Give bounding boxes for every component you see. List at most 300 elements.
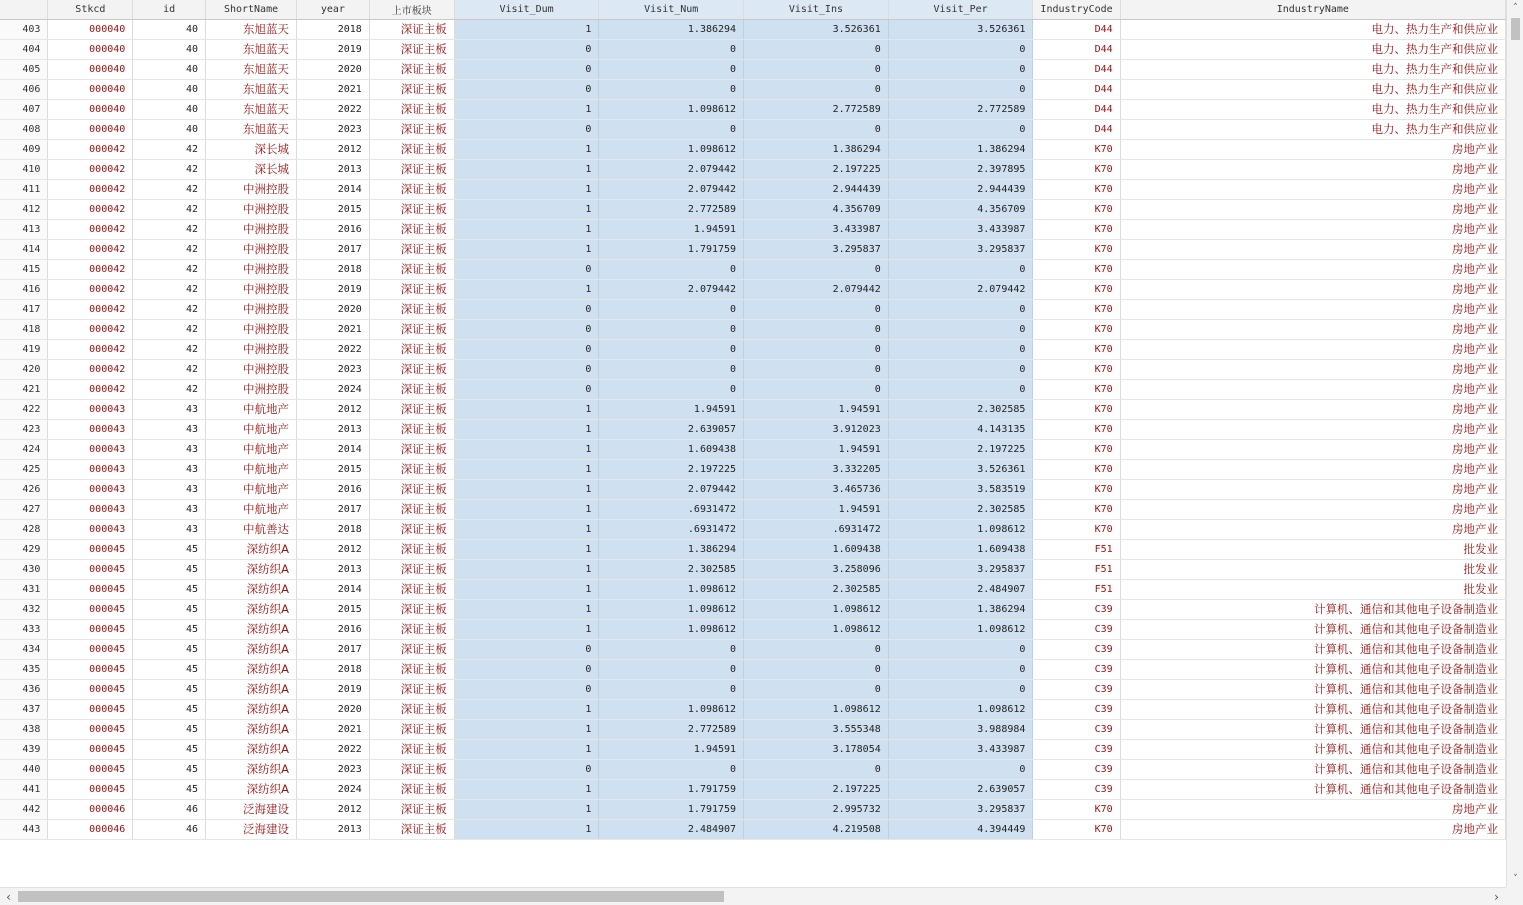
- cell-id[interactable]: 42: [133, 139, 206, 159]
- cell-listing-board[interactable]: 深证主板: [369, 719, 454, 739]
- table-row[interactable]: [0, 799, 1506, 819]
- cell-industry-code[interactable]: K70: [1033, 419, 1120, 439]
- cell-year[interactable]: 2021: [296, 719, 369, 739]
- cell-visit-num[interactable]: 2.079442: [599, 279, 744, 299]
- cell-shortname[interactable]: 深纺织A: [206, 699, 297, 719]
- cell-stkcd[interactable]: 000046: [48, 819, 133, 839]
- cell-year[interactable]: 2022: [296, 739, 369, 759]
- cell-industry-name[interactable]: 电力、热力生产和供应业: [1120, 79, 1505, 99]
- cell-visit-per[interactable]: 2.302585: [888, 499, 1033, 519]
- cell-stkcd[interactable]: 000042: [48, 359, 133, 379]
- cell-year[interactable]: 2023: [296, 359, 369, 379]
- cell-visit-per[interactable]: 2.639057: [888, 779, 1033, 799]
- cell-year[interactable]: 2018: [296, 19, 369, 39]
- cell-listing-board[interactable]: 深证主板: [369, 639, 454, 659]
- cell-visit-per[interactable]: 1.386294: [888, 599, 1033, 619]
- cell-industry-name[interactable]: 计算机、通信和其他电子设备制造业: [1120, 739, 1505, 759]
- cell-visit-num[interactable]: 1.386294: [599, 19, 744, 39]
- cell-visit-num[interactable]: 1.098612: [599, 579, 744, 599]
- cell-stkcd[interactable]: 000042: [48, 279, 133, 299]
- cell-listing-board[interactable]: 深证主板: [369, 199, 454, 219]
- cell-industry-name[interactable]: 电力、热力生产和供应业: [1120, 39, 1505, 59]
- cell-visit-per[interactable]: 1.098612: [888, 519, 1033, 539]
- cell-industry-name[interactable]: 房地产业: [1120, 219, 1505, 239]
- table-row[interactable]: [0, 639, 1506, 659]
- cell-visit-per[interactable]: 3.988984: [888, 719, 1033, 739]
- cell-row-number[interactable]: 420: [0, 359, 48, 379]
- cell-shortname[interactable]: 东旭蓝天: [206, 39, 297, 59]
- cell-visit-dum[interactable]: 1: [454, 139, 599, 159]
- cell-stkcd[interactable]: 000045: [48, 539, 133, 559]
- cell-year[interactable]: 2023: [296, 759, 369, 779]
- cell-industry-code[interactable]: C39: [1033, 739, 1120, 759]
- cell-visit-per[interactable]: 3.583519: [888, 479, 1033, 499]
- cell-id[interactable]: 40: [133, 59, 206, 79]
- cell-visit-dum[interactable]: 1: [454, 19, 599, 39]
- cell-visit-per[interactable]: 2.484907: [888, 579, 1033, 599]
- cell-visit-ins[interactable]: 0: [744, 379, 889, 399]
- cell-industry-name[interactable]: 批发业: [1120, 539, 1505, 559]
- cell-visit-num[interactable]: 1.791759: [599, 799, 744, 819]
- cell-visit-num[interactable]: 0: [599, 319, 744, 339]
- cell-year[interactable]: 2014: [296, 579, 369, 599]
- cell-visit-dum[interactable]: 0: [454, 299, 599, 319]
- cell-visit-dum[interactable]: 1: [454, 779, 599, 799]
- cell-id[interactable]: 45: [133, 699, 206, 719]
- cell-row-number[interactable]: 417: [0, 299, 48, 319]
- cell-visit-num[interactable]: 2.639057: [599, 419, 744, 439]
- cell-stkcd[interactable]: 000040: [48, 19, 133, 39]
- cell-visit-dum[interactable]: 1: [454, 719, 599, 739]
- cell-listing-board[interactable]: 深证主板: [369, 19, 454, 39]
- cell-industry-name[interactable]: 电力、热力生产和供应业: [1120, 99, 1505, 119]
- cell-listing-board[interactable]: 深证主板: [369, 119, 454, 139]
- cell-visit-per[interactable]: 4.356709: [888, 199, 1033, 219]
- cell-visit-ins[interactable]: 4.219508: [744, 819, 889, 839]
- table-row[interactable]: [0, 719, 1506, 739]
- horizontal-scroll-thumb[interactable]: [18, 891, 724, 902]
- cell-stkcd[interactable]: 000042: [48, 139, 133, 159]
- table-row[interactable]: [0, 419, 1506, 439]
- cell-visit-dum[interactable]: 0: [454, 339, 599, 359]
- cell-visit-dum[interactable]: 1: [454, 799, 599, 819]
- cell-industry-code[interactable]: D44: [1033, 99, 1120, 119]
- cell-industry-name[interactable]: 房地产业: [1120, 199, 1505, 219]
- table-row[interactable]: [0, 359, 1506, 379]
- cell-year[interactable]: 2018: [296, 659, 369, 679]
- cell-row-number[interactable]: 429: [0, 539, 48, 559]
- table-row[interactable]: [0, 139, 1506, 159]
- cell-industry-code[interactable]: C39: [1033, 719, 1120, 739]
- cell-shortname[interactable]: 中航地产: [206, 499, 297, 519]
- cell-industry-code[interactable]: D44: [1033, 39, 1120, 59]
- cell-row-number[interactable]: 408: [0, 119, 48, 139]
- cell-visit-ins[interactable]: 0: [744, 639, 889, 659]
- cell-visit-ins[interactable]: 1.94591: [744, 399, 889, 419]
- cell-shortname[interactable]: 中洲控股: [206, 259, 297, 279]
- cell-id[interactable]: 42: [133, 379, 206, 399]
- cell-visit-per[interactable]: 3.526361: [888, 459, 1033, 479]
- cell-industry-code[interactable]: K70: [1033, 459, 1120, 479]
- cell-industry-code[interactable]: C39: [1033, 619, 1120, 639]
- cell-visit-num[interactable]: 1.609438: [599, 439, 744, 459]
- cell-visit-dum[interactable]: 0: [454, 319, 599, 339]
- cell-industry-code[interactable]: K70: [1033, 799, 1120, 819]
- cell-visit-num[interactable]: 2.079442: [599, 179, 744, 199]
- cell-year[interactable]: 2016: [296, 479, 369, 499]
- cell-year[interactable]: 2016: [296, 219, 369, 239]
- cell-industry-name[interactable]: 房地产业: [1120, 499, 1505, 519]
- cell-visit-num[interactable]: 2.197225: [599, 459, 744, 479]
- table-row[interactable]: [0, 779, 1506, 799]
- cell-row-number[interactable]: 430: [0, 559, 48, 579]
- cell-visit-per[interactable]: 1.609438: [888, 539, 1033, 559]
- table-row[interactable]: [0, 239, 1506, 259]
- cell-id[interactable]: 42: [133, 319, 206, 339]
- table-row[interactable]: [0, 59, 1506, 79]
- cell-visit-ins[interactable]: 2.995732: [744, 799, 889, 819]
- cell-shortname[interactable]: 中航地产: [206, 419, 297, 439]
- cell-visit-ins[interactable]: 1.94591: [744, 439, 889, 459]
- cell-shortname[interactable]: 东旭蓝天: [206, 19, 297, 39]
- cell-industry-name[interactable]: 房地产业: [1120, 159, 1505, 179]
- cell-year[interactable]: 2022: [296, 99, 369, 119]
- cell-shortname[interactable]: 深纺织A: [206, 579, 297, 599]
- cell-id[interactable]: 43: [133, 459, 206, 479]
- cell-id[interactable]: 43: [133, 479, 206, 499]
- cell-stkcd[interactable]: 000040: [48, 79, 133, 99]
- column-header-row-number[interactable]: [0, 0, 48, 19]
- cell-row-number[interactable]: 423: [0, 419, 48, 439]
- cell-visit-ins[interactable]: 0: [744, 59, 889, 79]
- cell-id[interactable]: 42: [133, 299, 206, 319]
- cell-id[interactable]: 45: [133, 779, 206, 799]
- cell-visit-num[interactable]: 1.098612: [599, 699, 744, 719]
- cell-shortname[interactable]: 中洲控股: [206, 199, 297, 219]
- cell-year[interactable]: 2013: [296, 819, 369, 839]
- cell-stkcd[interactable]: 000042: [48, 339, 133, 359]
- cell-visit-ins[interactable]: 0: [744, 319, 889, 339]
- cell-industry-code[interactable]: K70: [1033, 259, 1120, 279]
- cell-year[interactable]: 2015: [296, 599, 369, 619]
- table-row[interactable]: [0, 219, 1506, 239]
- cell-stkcd[interactable]: 000043: [48, 459, 133, 479]
- cell-id[interactable]: 42: [133, 279, 206, 299]
- cell-visit-ins[interactable]: 0: [744, 119, 889, 139]
- cell-stkcd[interactable]: 000045: [48, 699, 133, 719]
- cell-industry-code[interactable]: K70: [1033, 319, 1120, 339]
- cell-id[interactable]: 40: [133, 99, 206, 119]
- cell-id[interactable]: 45: [133, 639, 206, 659]
- cell-industry-code[interactable]: K70: [1033, 279, 1120, 299]
- cell-visit-dum[interactable]: 1: [454, 559, 599, 579]
- column-header-year[interactable]: year: [296, 0, 369, 19]
- table-row[interactable]: [0, 539, 1506, 559]
- cell-row-number[interactable]: 434: [0, 639, 48, 659]
- cell-shortname[interactable]: 中洲控股: [206, 339, 297, 359]
- cell-row-number[interactable]: 424: [0, 439, 48, 459]
- table-row[interactable]: [0, 439, 1506, 459]
- cell-year[interactable]: 2019: [296, 679, 369, 699]
- cell-visit-ins[interactable]: 3.912023: [744, 419, 889, 439]
- cell-visit-num[interactable]: 1.098612: [599, 99, 744, 119]
- cell-year[interactable]: 2021: [296, 79, 369, 99]
- cell-visit-num[interactable]: 1.098612: [599, 619, 744, 639]
- cell-listing-board[interactable]: 深证主板: [369, 759, 454, 779]
- cell-id[interactable]: 43: [133, 519, 206, 539]
- cell-industry-name[interactable]: 计算机、通信和其他电子设备制造业: [1120, 759, 1505, 779]
- cell-year[interactable]: 2019: [296, 279, 369, 299]
- cell-visit-per[interactable]: 0: [888, 659, 1033, 679]
- cell-listing-board[interactable]: 深证主板: [369, 659, 454, 679]
- cell-row-number[interactable]: 421: [0, 379, 48, 399]
- cell-industry-name[interactable]: 房地产业: [1120, 139, 1505, 159]
- scroll-up-arrow-icon[interactable]: ˄: [1513, 3, 1518, 13]
- cell-row-number[interactable]: 411: [0, 179, 48, 199]
- cell-row-number[interactable]: 414: [0, 239, 48, 259]
- column-header-visit-per[interactable]: Visit_Per: [888, 0, 1033, 19]
- column-header-visit-ins[interactable]: Visit_Ins: [744, 0, 889, 19]
- cell-stkcd[interactable]: 000042: [48, 379, 133, 399]
- cell-visit-ins[interactable]: 1.609438: [744, 539, 889, 559]
- table-row[interactable]: [0, 379, 1506, 399]
- cell-year[interactable]: 2013: [296, 559, 369, 579]
- cell-year[interactable]: 2021: [296, 319, 369, 339]
- cell-shortname[interactable]: 中航地产: [206, 479, 297, 499]
- cell-industry-name[interactable]: 计算机、通信和其他电子设备制造业: [1120, 699, 1505, 719]
- table-row[interactable]: [0, 259, 1506, 279]
- cell-visit-ins[interactable]: 3.526361: [744, 19, 889, 39]
- cell-visit-per[interactable]: 0: [888, 39, 1033, 59]
- cell-visit-per[interactable]: 3.433987: [888, 739, 1033, 759]
- cell-id[interactable]: 42: [133, 159, 206, 179]
- cell-visit-ins[interactable]: 3.555348: [744, 719, 889, 739]
- cell-visit-ins[interactable]: 1.098612: [744, 599, 889, 619]
- cell-row-number[interactable]: 422: [0, 399, 48, 419]
- vertical-scroll-thumb[interactable]: [1511, 18, 1520, 40]
- cell-stkcd[interactable]: 000045: [48, 579, 133, 599]
- cell-visit-num[interactable]: 0: [599, 79, 744, 99]
- cell-id[interactable]: 42: [133, 199, 206, 219]
- table-row[interactable]: [0, 199, 1506, 219]
- cell-visit-num[interactable]: 2.772589: [599, 719, 744, 739]
- cell-visit-num[interactable]: 0: [599, 759, 744, 779]
- cell-visit-num[interactable]: 0: [599, 259, 744, 279]
- cell-industry-name[interactable]: 计算机、通信和其他电子设备制造业: [1120, 639, 1505, 659]
- cell-listing-board[interactable]: 深证主板: [369, 139, 454, 159]
- cell-visit-num[interactable]: 0: [599, 299, 744, 319]
- cell-visit-num[interactable]: 0: [599, 379, 744, 399]
- cell-shortname[interactable]: 中洲控股: [206, 299, 297, 319]
- cell-id[interactable]: 43: [133, 439, 206, 459]
- cell-stkcd[interactable]: 000043: [48, 479, 133, 499]
- cell-visit-dum[interactable]: 0: [454, 679, 599, 699]
- cell-visit-num[interactable]: 1.94591: [599, 399, 744, 419]
- cell-visit-per[interactable]: 3.526361: [888, 19, 1033, 39]
- cell-visit-dum[interactable]: 1: [454, 199, 599, 219]
- cell-industry-code[interactable]: K70: [1033, 399, 1120, 419]
- cell-industry-code[interactable]: C39: [1033, 699, 1120, 719]
- cell-industry-name[interactable]: 批发业: [1120, 579, 1505, 599]
- cell-row-number[interactable]: 404: [0, 39, 48, 59]
- cell-stkcd[interactable]: 000045: [48, 719, 133, 739]
- cell-visit-dum[interactable]: 1: [454, 159, 599, 179]
- cell-visit-dum[interactable]: 0: [454, 379, 599, 399]
- cell-visit-dum[interactable]: 0: [454, 659, 599, 679]
- table-row[interactable]: [0, 459, 1506, 479]
- cell-industry-name[interactable]: 房地产业: [1120, 459, 1505, 479]
- cell-stkcd[interactable]: 000040: [48, 39, 133, 59]
- cell-row-number[interactable]: 427: [0, 499, 48, 519]
- table-row[interactable]: [0, 819, 1506, 839]
- cell-visit-per[interactable]: 0: [888, 59, 1033, 79]
- cell-listing-board[interactable]: 深证主板: [369, 479, 454, 499]
- cell-industry-name[interactable]: 计算机、通信和其他电子设备制造业: [1120, 779, 1505, 799]
- cell-shortname[interactable]: 深纺织A: [206, 759, 297, 779]
- cell-visit-ins[interactable]: 2.197225: [744, 159, 889, 179]
- cell-id[interactable]: 43: [133, 419, 206, 439]
- cell-row-number[interactable]: 437: [0, 699, 48, 719]
- cell-industry-name[interactable]: 批发业: [1120, 559, 1505, 579]
- cell-visit-dum[interactable]: 1: [454, 739, 599, 759]
- cell-listing-board[interactable]: 深证主板: [369, 219, 454, 239]
- cell-listing-board[interactable]: 深证主板: [369, 99, 454, 119]
- cell-visit-per[interactable]: 1.386294: [888, 139, 1033, 159]
- cell-industry-code[interactable]: K70: [1033, 159, 1120, 179]
- cell-visit-per[interactable]: 4.394449: [888, 819, 1033, 839]
- cell-id[interactable]: 40: [133, 39, 206, 59]
- cell-industry-name[interactable]: 房地产业: [1120, 819, 1505, 839]
- cell-row-number[interactable]: 407: [0, 99, 48, 119]
- cell-visit-dum[interactable]: 1: [454, 539, 599, 559]
- cell-visit-per[interactable]: 2.302585: [888, 399, 1033, 419]
- cell-id[interactable]: 45: [133, 599, 206, 619]
- cell-stkcd[interactable]: 000042: [48, 199, 133, 219]
- cell-id[interactable]: 45: [133, 659, 206, 679]
- cell-visit-dum[interactable]: 0: [454, 39, 599, 59]
- cell-visit-num[interactable]: 0: [599, 339, 744, 359]
- cell-shortname[interactable]: 泛海建设: [206, 819, 297, 839]
- cell-industry-name[interactable]: 电力、热力生产和供应业: [1120, 19, 1505, 39]
- column-header-visit-dum[interactable]: Visit_Dum: [454, 0, 599, 19]
- cell-visit-dum[interactable]: 0: [454, 759, 599, 779]
- cell-visit-per[interactable]: 0: [888, 379, 1033, 399]
- cell-shortname[interactable]: 泛海建设: [206, 799, 297, 819]
- table-row[interactable]: [0, 399, 1506, 419]
- cell-year[interactable]: 2024: [296, 379, 369, 399]
- cell-listing-board[interactable]: 深证主板: [369, 439, 454, 459]
- cell-visit-dum[interactable]: 0: [454, 359, 599, 379]
- cell-visit-num[interactable]: 0: [599, 359, 744, 379]
- cell-stkcd[interactable]: 000042: [48, 219, 133, 239]
- cell-industry-name[interactable]: 房地产业: [1120, 479, 1505, 499]
- cell-visit-num[interactable]: 2.484907: [599, 819, 744, 839]
- table-row[interactable]: [0, 479, 1506, 499]
- cell-id[interactable]: 40: [133, 119, 206, 139]
- cell-visit-ins[interactable]: 0: [744, 759, 889, 779]
- cell-listing-board[interactable]: 深证主板: [369, 239, 454, 259]
- cell-visit-num[interactable]: 2.772589: [599, 199, 744, 219]
- cell-visit-dum[interactable]: 1: [454, 399, 599, 419]
- cell-row-number[interactable]: 405: [0, 59, 48, 79]
- cell-id[interactable]: 43: [133, 499, 206, 519]
- cell-visit-num[interactable]: 1.791759: [599, 239, 744, 259]
- cell-listing-board[interactable]: 深证主板: [369, 559, 454, 579]
- cell-stkcd[interactable]: 000043: [48, 439, 133, 459]
- scroll-down-arrow-icon[interactable]: ˅: [1513, 874, 1518, 884]
- cell-stkcd[interactable]: 000045: [48, 779, 133, 799]
- table-row[interactable]: [0, 319, 1506, 339]
- cell-row-number[interactable]: 436: [0, 679, 48, 699]
- cell-row-number[interactable]: 435: [0, 659, 48, 679]
- cell-industry-name[interactable]: 房地产业: [1120, 299, 1505, 319]
- table-row[interactable]: [0, 99, 1506, 119]
- cell-visit-per[interactable]: 0: [888, 679, 1033, 699]
- cell-industry-name[interactable]: 房地产业: [1120, 259, 1505, 279]
- cell-visit-per[interactable]: 0: [888, 79, 1033, 99]
- table-row[interactable]: [0, 599, 1506, 619]
- cell-visit-per[interactable]: 0: [888, 339, 1033, 359]
- cell-visit-num[interactable]: 0: [599, 39, 744, 59]
- cell-visit-num[interactable]: 2.079442: [599, 159, 744, 179]
- cell-visit-ins[interactable]: 3.465736: [744, 479, 889, 499]
- cell-visit-dum[interactable]: 1: [454, 99, 599, 119]
- cell-industry-name[interactable]: 房地产业: [1120, 799, 1505, 819]
- cell-industry-name[interactable]: 房地产业: [1120, 339, 1505, 359]
- scroll-left-arrow-icon[interactable]: ‹: [6, 890, 11, 904]
- cell-visit-per[interactable]: 3.295837: [888, 799, 1033, 819]
- cell-visit-dum[interactable]: 0: [454, 639, 599, 659]
- cell-stkcd[interactable]: 000040: [48, 59, 133, 79]
- cell-year[interactable]: 2012: [296, 799, 369, 819]
- cell-industry-name[interactable]: 房地产业: [1120, 279, 1505, 299]
- cell-shortname[interactable]: 东旭蓝天: [206, 99, 297, 119]
- cell-stkcd[interactable]: 000042: [48, 319, 133, 339]
- cell-industry-name[interactable]: 房地产业: [1120, 239, 1505, 259]
- cell-visit-num[interactable]: 1.94591: [599, 739, 744, 759]
- cell-industry-code[interactable]: F51: [1033, 539, 1120, 559]
- cell-shortname[interactable]: 深纺织A: [206, 539, 297, 559]
- cell-visit-dum[interactable]: 1: [454, 619, 599, 639]
- cell-stkcd[interactable]: 000045: [48, 739, 133, 759]
- cell-industry-code[interactable]: D44: [1033, 119, 1120, 139]
- cell-stkcd[interactable]: 000042: [48, 179, 133, 199]
- cell-listing-board[interactable]: 深证主板: [369, 319, 454, 339]
- cell-year[interactable]: 2014: [296, 179, 369, 199]
- cell-id[interactable]: 42: [133, 259, 206, 279]
- cell-visit-per[interactable]: 2.397895: [888, 159, 1033, 179]
- cell-listing-board[interactable]: 深证主板: [369, 339, 454, 359]
- table-row[interactable]: [0, 159, 1506, 179]
- cell-shortname[interactable]: 深纺织A: [206, 559, 297, 579]
- cell-stkcd[interactable]: 000040: [48, 119, 133, 139]
- cell-visit-num[interactable]: 1.791759: [599, 779, 744, 799]
- cell-id[interactable]: 46: [133, 799, 206, 819]
- cell-industry-code[interactable]: K70: [1033, 179, 1120, 199]
- cell-id[interactable]: 45: [133, 579, 206, 599]
- cell-industry-code[interactable]: C39: [1033, 599, 1120, 619]
- cell-industry-name[interactable]: 房地产业: [1120, 419, 1505, 439]
- cell-year[interactable]: 2020: [296, 59, 369, 79]
- cell-listing-board[interactable]: 深证主板: [369, 819, 454, 839]
- cell-visit-dum[interactable]: 1: [454, 239, 599, 259]
- cell-industry-name[interactable]: 计算机、通信和其他电子设备制造业: [1120, 659, 1505, 679]
- cell-industry-code[interactable]: F51: [1033, 559, 1120, 579]
- cell-industry-name[interactable]: 计算机、通信和其他电子设备制造业: [1120, 619, 1505, 639]
- cell-visit-per[interactable]: 1.098612: [888, 699, 1033, 719]
- cell-visit-dum[interactable]: 1: [454, 439, 599, 459]
- cell-year[interactable]: 2015: [296, 199, 369, 219]
